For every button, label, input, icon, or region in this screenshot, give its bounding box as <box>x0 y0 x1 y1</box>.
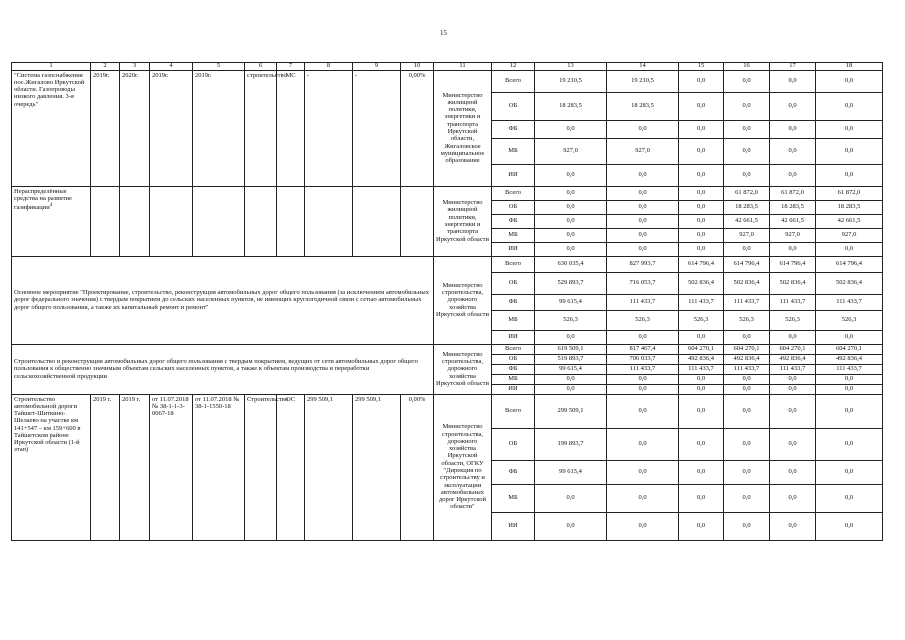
funding-source: Всего <box>492 70 535 92</box>
amount-cell: 502 836,4 <box>724 272 770 294</box>
cell-col2 <box>91 186 120 256</box>
amount-cell: 604 270,1 <box>724 344 770 354</box>
funding-source: МБ <box>492 374 535 384</box>
amount-cell: 0,0 <box>770 460 816 484</box>
funding-source: ИИ <box>492 512 535 540</box>
amount-cell: 18 283,5 <box>535 92 607 120</box>
amount-cell: 42 661,5 <box>816 214 883 228</box>
cell-col5 <box>193 186 245 256</box>
col-header: 14 <box>607 63 679 71</box>
amount-cell: 614 796,4 <box>770 256 816 272</box>
event-name: Основное мероприятие "Проектирование, строительство, реконструкция автомобильных дорог общего пользования (за исключением автомобильных дорог федерального значения) с твердым покрытием до сельских населенных пунктов, не имеющих круглогодичной связи с сетью автомобильных дорог общего пользования, а также их капитальный ремонт и ремонт" <box>12 256 434 344</box>
col-header: 3 <box>120 63 150 71</box>
amount-cell: 18 283,5 <box>816 200 883 214</box>
amount-cell: 111 433,7 <box>724 364 770 374</box>
amount-cell: 827 993,7 <box>607 256 679 272</box>
amount-cell: 0,0 <box>816 330 883 344</box>
amount-cell: 0,0 <box>535 228 607 242</box>
cell-col10: 0,00% <box>401 70 434 186</box>
amount-cell: 492 836,4 <box>816 354 883 364</box>
amount-cell: 111 433,7 <box>679 364 724 374</box>
col-header: 4 <box>150 63 193 71</box>
amount-cell: 0,0 <box>770 384 816 394</box>
funding-source: ФБ <box>492 294 535 310</box>
amount-cell: 0,0 <box>679 484 724 512</box>
funding-source: ФБ <box>492 364 535 374</box>
col-header: 9 <box>353 63 401 71</box>
amount-cell: 0,0 <box>770 484 816 512</box>
funding-source: МБ <box>492 138 535 164</box>
amount-cell: 502 836,4 <box>770 272 816 294</box>
amount-cell: 0,0 <box>816 394 883 428</box>
amount-cell: 519 893,7 <box>535 354 607 364</box>
col-header: 8 <box>305 63 353 71</box>
amount-cell: 0,0 <box>724 138 770 164</box>
amount-cell: 526,3 <box>770 310 816 330</box>
amount-cell: 111 433,7 <box>770 294 816 310</box>
event-name-text: Строительство автомобильной дороги Тайшет-Шиткино-Шелаево на участке км 141+547 – км 159+600 в Тайшетском районе Иркутской области (1-й этап) <box>14 395 81 454</box>
amount-cell: 0,0 <box>535 512 607 540</box>
amount-cell: 0,0 <box>770 92 816 120</box>
amount-cell: 111 433,7 <box>607 294 679 310</box>
amount-cell: 0,0 <box>679 428 724 460</box>
amount-cell: 0,0 <box>607 330 679 344</box>
executor-cell: Министерство жилищной политики, энергетики и транспорта Иркутской области <box>434 186 492 256</box>
funding-source: ИИ <box>492 242 535 256</box>
amount-cell: 0,0 <box>679 228 724 242</box>
amount-cell: 0,0 <box>607 164 679 186</box>
cell-col10: 0,00% <box>401 394 434 540</box>
amount-cell: 526,3 <box>816 310 883 330</box>
funding-source: МБ <box>492 310 535 330</box>
amount-cell: 0,0 <box>724 484 770 512</box>
cell-col8: 299 509,1 <box>305 394 353 540</box>
cell-col9: - <box>353 70 401 186</box>
funding-source: Всего <box>492 256 535 272</box>
amount-cell: 502 836,4 <box>816 272 883 294</box>
amount-cell: 0,0 <box>816 242 883 256</box>
amount-cell: 604 270,1 <box>816 344 883 354</box>
amount-cell: 61 872,0 <box>770 186 816 200</box>
amount-cell: 0,0 <box>770 138 816 164</box>
amount-cell: 0,0 <box>770 120 816 138</box>
amount-cell: 0,0 <box>679 138 724 164</box>
cell-col4: от 11.07.2018 № 38-1-1-3-0067-18 <box>150 394 193 540</box>
amount-cell: 0,0 <box>770 374 816 384</box>
event-name-text: Нераспределённые средства на развитие газификации <box>14 187 72 212</box>
funding-source: МБ <box>492 484 535 512</box>
cell-col5: от 11.07.2018 № 38-1-1550-18 <box>193 394 245 540</box>
cell-col8 <box>305 186 353 256</box>
col-header: 12 <box>492 63 535 71</box>
amount-cell: 0,0 <box>607 186 679 200</box>
amount-cell: 299 509,1 <box>535 394 607 428</box>
event-name: Строительство и реконструкция автомобильных дорог общего пользования с твердым покрытием, ведущих от сети автомобильных дорог общего пользования к общественно значимым объектам сельских населенных пунктов, а также к объектам производства и переработки сельскохозяйственной продукции <box>12 344 434 394</box>
amount-cell: 526,3 <box>535 310 607 330</box>
amount-cell: 99 615,4 <box>535 294 607 310</box>
cell-col10 <box>401 186 434 256</box>
amount-cell: 0,0 <box>679 384 724 394</box>
amount-cell: 0,0 <box>679 164 724 186</box>
cell-col3 <box>120 186 150 256</box>
cell-col3: 2020г. <box>120 70 150 186</box>
amount-cell: 0,0 <box>816 92 883 120</box>
amount-cell: 0,0 <box>816 460 883 484</box>
funding-source: МБ <box>492 228 535 242</box>
amount-cell: 111 433,7 <box>816 294 883 310</box>
event-name-text: "Система газоснабжения пос.Жигалово Иркутской области. Газопроводы низкого давления. 3-я очередь" <box>14 71 85 108</box>
cell-col7 <box>277 186 305 256</box>
executor-cell: Министерство строительства, дорожного хозяйства Иркутской области <box>434 344 492 394</box>
cell-col5: 2019г. <box>193 70 245 186</box>
amount-cell: 706 033,7 <box>607 354 679 364</box>
amount-cell: 0,0 <box>724 70 770 92</box>
amount-cell: 99 615,4 <box>535 364 607 374</box>
amount-cell: 111 433,7 <box>607 364 679 374</box>
cell-col7: МС <box>277 70 305 186</box>
amount-cell: 0,0 <box>607 394 679 428</box>
amount-cell: 817 467,4 <box>607 344 679 354</box>
amount-cell: 0,0 <box>679 120 724 138</box>
amount-cell: 0,0 <box>535 374 607 384</box>
amount-cell: 0,0 <box>770 394 816 428</box>
funding-source: ОБ <box>492 200 535 214</box>
amount-cell: 0,0 <box>607 484 679 512</box>
amount-cell: 0,0 <box>724 512 770 540</box>
funding-source: ИИ <box>492 384 535 394</box>
amount-cell: 99 615,4 <box>535 460 607 484</box>
amount-cell: 0,0 <box>816 428 883 460</box>
amount-cell: 927,0 <box>607 138 679 164</box>
table-row <box>12 186 883 200</box>
amount-cell: 0,0 <box>770 512 816 540</box>
amount-cell: 0,0 <box>724 460 770 484</box>
table-row <box>12 394 883 428</box>
amount-cell: 0,0 <box>607 242 679 256</box>
amount-cell: 0,0 <box>679 330 724 344</box>
amount-cell: 199 893,7 <box>535 428 607 460</box>
amount-cell: 0,0 <box>607 460 679 484</box>
amount-cell: 18 283,5 <box>724 200 770 214</box>
page-number: 15 <box>440 29 447 37</box>
cell-col6: строительство <box>245 70 277 186</box>
program-table <box>11 62 883 541</box>
amount-cell: 61 872,0 <box>724 186 770 200</box>
amount-cell: 604 270,1 <box>770 344 816 354</box>
amount-cell: 0,0 <box>535 384 607 394</box>
amount-cell: 0,0 <box>770 330 816 344</box>
amount-cell: 0,0 <box>535 120 607 138</box>
amount-cell: 0,0 <box>607 214 679 228</box>
amount-cell: 0,0 <box>770 70 816 92</box>
amount-cell: 716 053,7 <box>607 272 679 294</box>
event-name <box>12 394 91 540</box>
col-header: 1 <box>12 63 91 71</box>
col-header: 18 <box>816 63 883 71</box>
column-number-row <box>12 63 883 71</box>
amount-cell: 0,0 <box>724 394 770 428</box>
amount-cell: 0,0 <box>770 428 816 460</box>
amount-cell: 111 433,7 <box>724 294 770 310</box>
cell-col2: 2019г. <box>91 70 120 186</box>
amount-cell: 0,0 <box>679 374 724 384</box>
amount-cell: 111 433,7 <box>816 364 883 374</box>
amount-cell: 526,3 <box>724 310 770 330</box>
amount-cell: 526,3 <box>607 310 679 330</box>
col-header: 10 <box>401 63 434 71</box>
amount-cell: 0,0 <box>535 242 607 256</box>
funding-source: ОБ <box>492 272 535 294</box>
funding-source: ФБ <box>492 460 535 484</box>
amount-cell: 19 210,5 <box>535 70 607 92</box>
amount-cell: 0,0 <box>816 512 883 540</box>
amount-cell: 0,0 <box>816 484 883 512</box>
amount-cell: 502 836,4 <box>679 272 724 294</box>
funding-source: Всего <box>492 186 535 200</box>
executor-cell: Министерство жилищной политики, энергетики и транспорта Иркутской области, Жигаловское муниципальное образование <box>434 70 492 186</box>
event-name <box>12 186 91 256</box>
amount-cell: 0,0 <box>607 200 679 214</box>
amount-cell: 0,0 <box>607 512 679 540</box>
funding-source: ИИ <box>492 330 535 344</box>
cell-col9 <box>353 186 401 256</box>
funding-source: ОБ <box>492 354 535 364</box>
col-header: 17 <box>770 63 816 71</box>
cell-col2: 2019 г. <box>91 394 120 540</box>
amount-cell: 0,0 <box>679 460 724 484</box>
table-row <box>12 256 883 272</box>
amount-cell: 0,0 <box>816 70 883 92</box>
cell-col4 <box>150 186 193 256</box>
amount-cell: 0,0 <box>535 484 607 512</box>
cell-col4: 2019г. <box>150 70 193 186</box>
col-header: 13 <box>535 63 607 71</box>
amount-cell: 0,0 <box>724 242 770 256</box>
col-header: 15 <box>679 63 724 71</box>
amount-cell: 111 433,7 <box>770 364 816 374</box>
cell-col3: 2019 г. <box>120 394 150 540</box>
amount-cell: 0,0 <box>607 228 679 242</box>
col-header: 6 <box>245 63 277 71</box>
amount-cell: 0,0 <box>816 374 883 384</box>
table-row <box>12 70 883 92</box>
amount-cell: 0,0 <box>724 164 770 186</box>
amount-cell: 492 836,4 <box>679 354 724 364</box>
cell-col8: - <box>305 70 353 186</box>
amount-cell: 0,0 <box>816 120 883 138</box>
amount-cell: 0,0 <box>770 164 816 186</box>
amount-cell: 492 836,4 <box>770 354 816 364</box>
amount-cell: 0,0 <box>535 214 607 228</box>
col-header: 7 <box>277 63 305 71</box>
amount-cell: 18 283,5 <box>607 92 679 120</box>
amount-cell: 0,0 <box>679 242 724 256</box>
amount-cell: 0,0 <box>607 120 679 138</box>
amount-cell: 18 283,5 <box>770 200 816 214</box>
amount-cell: 0,0 <box>535 164 607 186</box>
table-row <box>12 344 883 354</box>
amount-cell: 927,0 <box>535 138 607 164</box>
amount-cell: 0,0 <box>679 214 724 228</box>
amount-cell: 0,0 <box>724 374 770 384</box>
amount-cell: 604 270,1 <box>679 344 724 354</box>
amount-cell: 0,0 <box>724 92 770 120</box>
amount-cell: 0,0 <box>679 200 724 214</box>
amount-cell: 619 509,1 <box>535 344 607 354</box>
amount-cell: 19 210,5 <box>607 70 679 92</box>
funding-source: ИИ <box>492 164 535 186</box>
event-name <box>12 70 91 186</box>
cell-col6: Строительство <box>245 394 277 540</box>
funding-source: ФБ <box>492 120 535 138</box>
amount-cell: 614 796,4 <box>679 256 724 272</box>
amount-cell: 0,0 <box>535 330 607 344</box>
amount-cell: 0,0 <box>724 428 770 460</box>
amount-cell: 0,0 <box>679 70 724 92</box>
amount-cell: 526,3 <box>679 310 724 330</box>
amount-cell: 927,0 <box>770 228 816 242</box>
amount-cell: 0,0 <box>679 92 724 120</box>
amount-cell: 927,0 <box>724 228 770 242</box>
amount-cell: 0,0 <box>679 512 724 540</box>
executor-cell: Министерство строительства, дорожного хозяйства Иркутской области <box>434 256 492 344</box>
cell-col9: 299 509,1 <box>353 394 401 540</box>
cell-col7: ОС <box>277 394 305 540</box>
amount-cell: 0,0 <box>607 384 679 394</box>
amount-cell: 0,0 <box>816 138 883 164</box>
amount-cell: 0,0 <box>724 120 770 138</box>
cell-col6 <box>245 186 277 256</box>
col-header: 5 <box>193 63 245 71</box>
footnote-marker: 4 <box>49 202 53 209</box>
amount-cell: 42 661,5 <box>770 214 816 228</box>
amount-cell: 0,0 <box>679 394 724 428</box>
funding-source: Всего <box>492 344 535 354</box>
amount-cell: 614 796,4 <box>724 256 770 272</box>
funding-source: ОБ <box>492 92 535 120</box>
amount-cell: 0,0 <box>535 186 607 200</box>
amount-cell: 0,0 <box>770 242 816 256</box>
col-header: 2 <box>91 63 120 71</box>
amount-cell: 614 796,4 <box>816 256 883 272</box>
amount-cell: 0,0 <box>607 374 679 384</box>
amount-cell: 111 433,7 <box>679 294 724 310</box>
amount-cell: 0,0 <box>607 428 679 460</box>
amount-cell: 630 035,4 <box>535 256 607 272</box>
amount-cell: 529 893,7 <box>535 272 607 294</box>
amount-cell: 0,0 <box>724 384 770 394</box>
amount-cell: 61 872,0 <box>816 186 883 200</box>
col-header: 11 <box>434 63 492 71</box>
amount-cell: 0,0 <box>816 384 883 394</box>
executor-cell: Министерство строительства, дорожного хозяйства Иркутской области, ОГКУ "Дирекция по строительству и эксплуатации автомобильных дорог Иркутской области" <box>434 394 492 540</box>
amount-cell: 42 661,5 <box>724 214 770 228</box>
amount-cell: 492 836,4 <box>724 354 770 364</box>
amount-cell: 0,0 <box>679 186 724 200</box>
amount-cell: 0,0 <box>724 330 770 344</box>
amount-cell: 0,0 <box>816 164 883 186</box>
funding-source: ФБ <box>492 214 535 228</box>
amount-cell: 927,0 <box>816 228 883 242</box>
amount-cell: 0,0 <box>535 200 607 214</box>
col-header: 16 <box>724 63 770 71</box>
funding-source: ОБ <box>492 428 535 460</box>
funding-source: Всего <box>492 394 535 428</box>
